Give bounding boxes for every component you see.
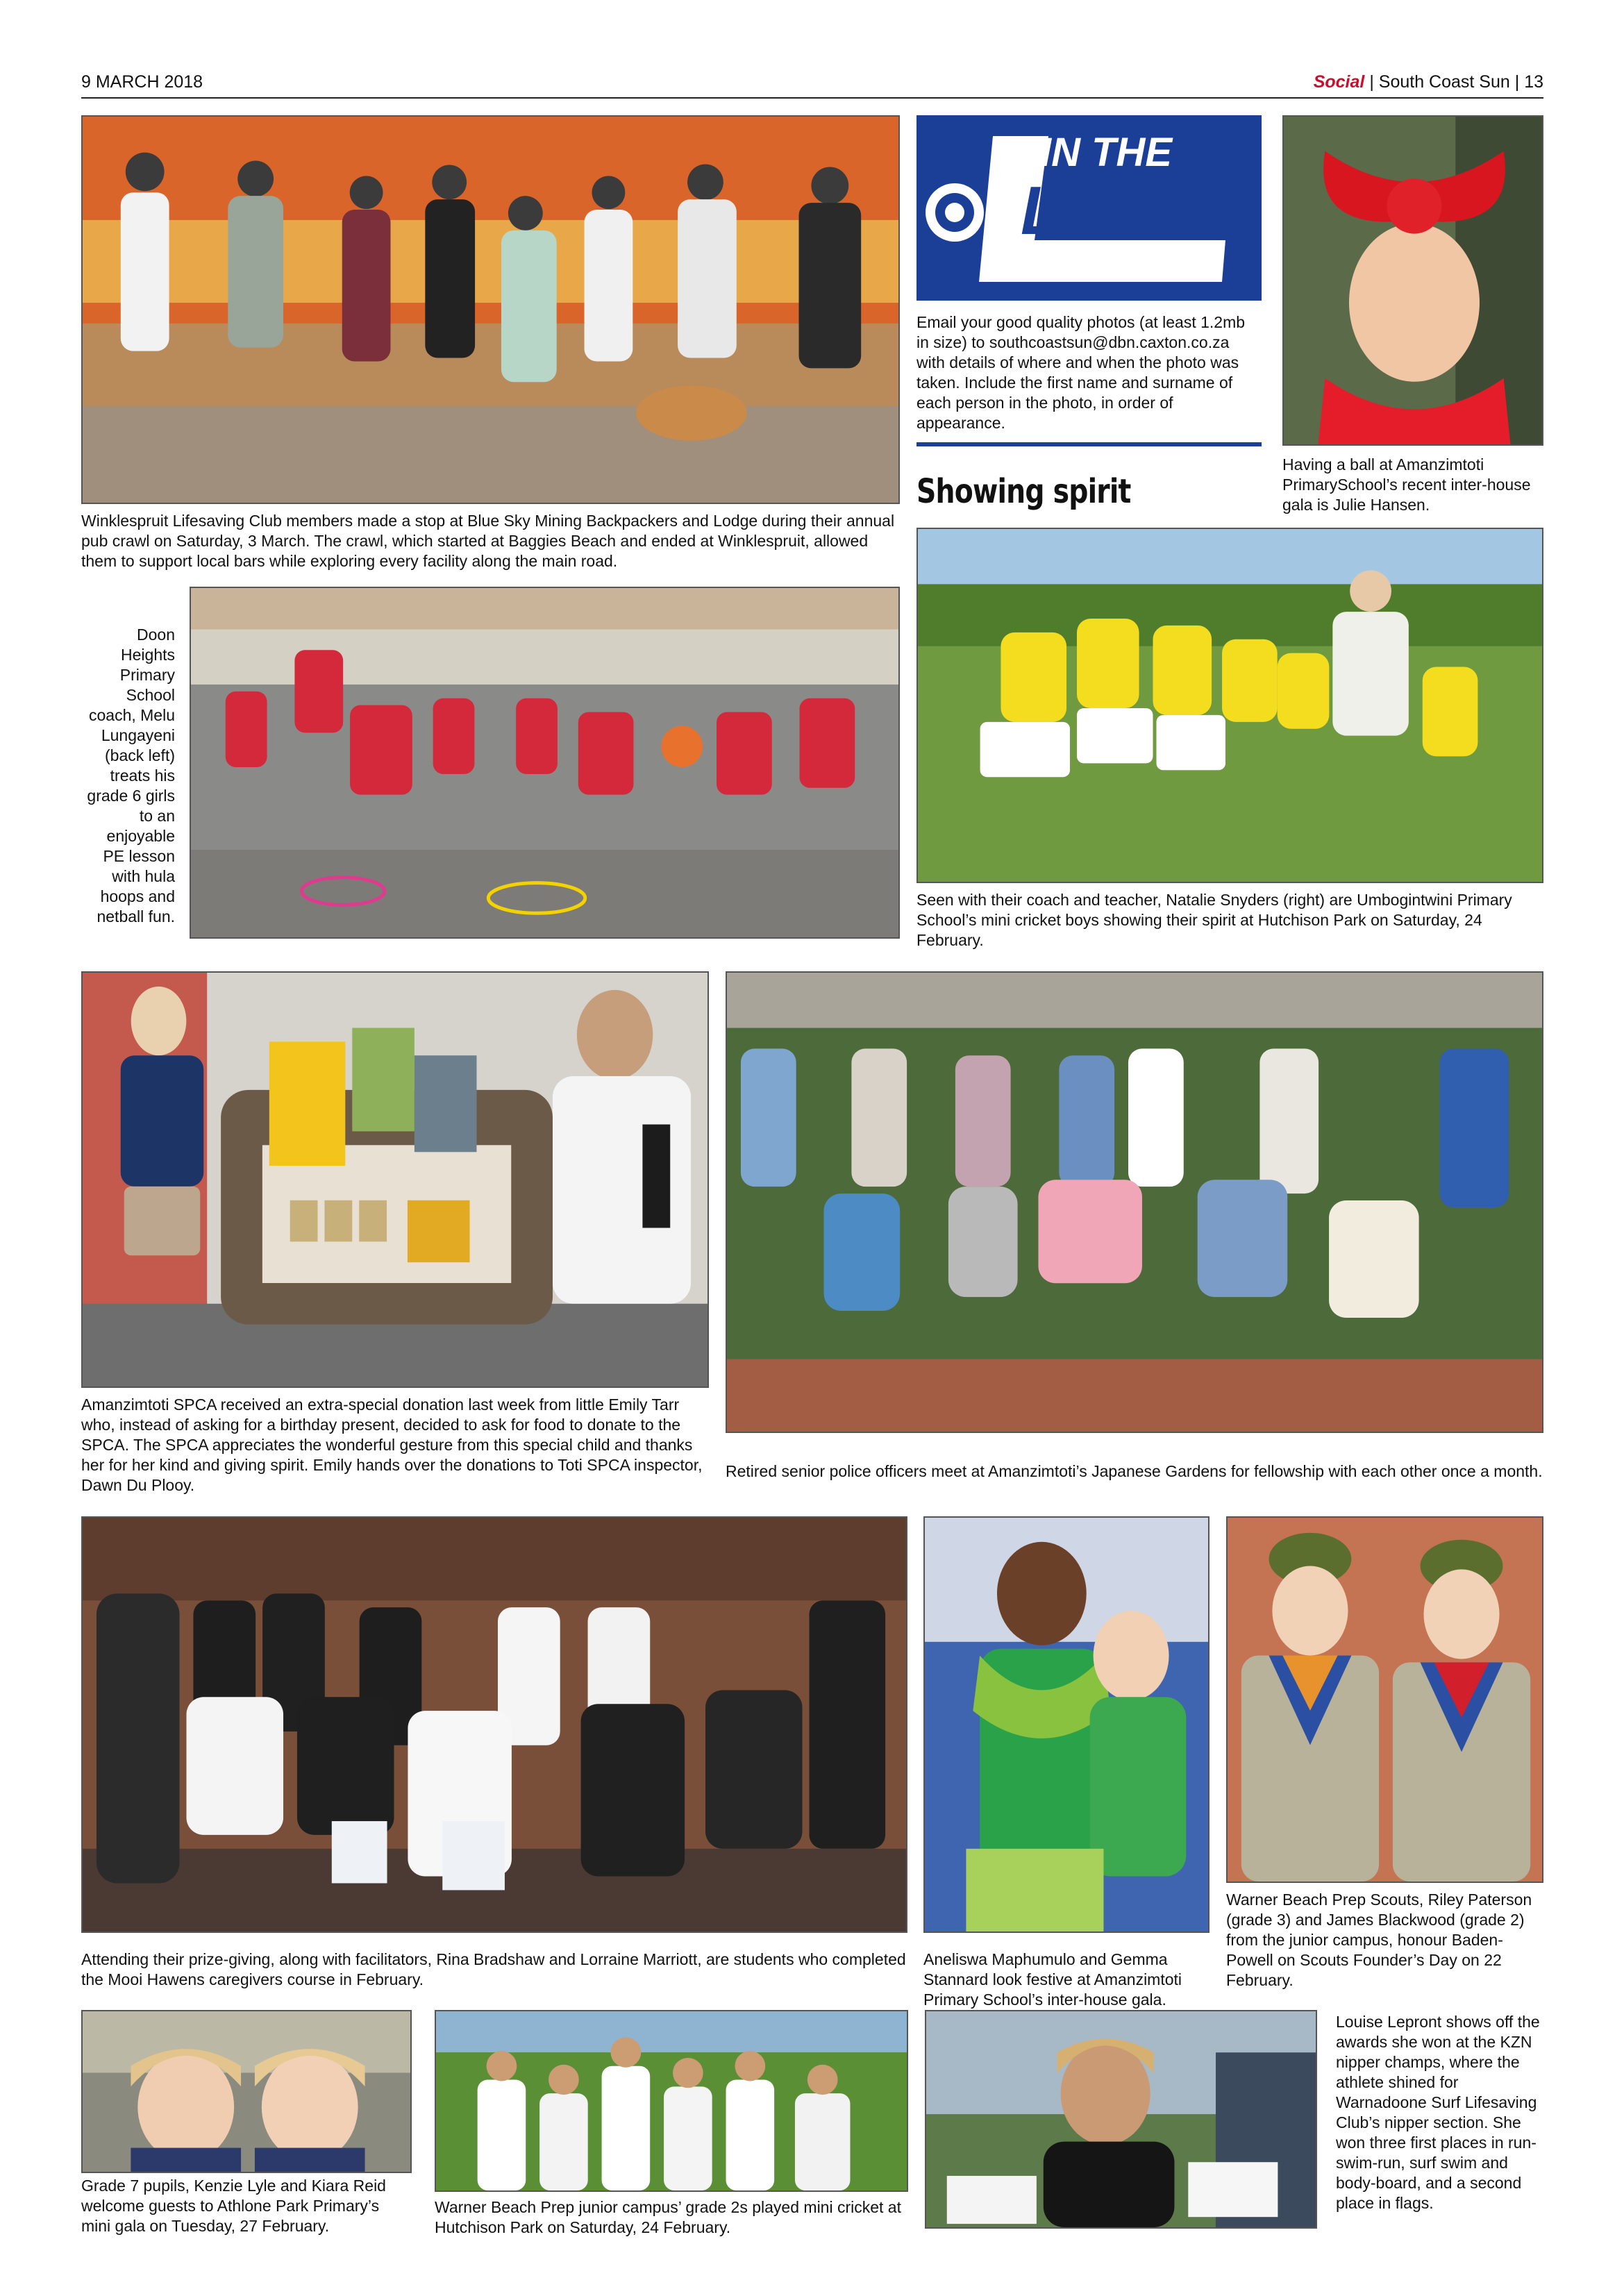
page-header-right [1314, 72, 1543, 92]
section-name: Social [1313, 72, 1365, 92]
photo-umbogintwini-cricket [916, 528, 1543, 883]
photo-athlone-park-gala [81, 2010, 412, 2173]
photo-warner-beach-cricket [435, 2010, 908, 2192]
caption-umbogintwini: Seen with their coach and teacher, Natalie Snyders (right) are Umbogintwini Primary School’s mini cricket boys showing their spirit at Hutchison Park on Saturday, 24 February. [916, 891, 1512, 949]
separator: | [1369, 72, 1374, 92]
showing-spirit-heading: Showing spirit [916, 472, 1131, 511]
page-number: 13 [1524, 72, 1543, 92]
photo-mooi-hawens-caregivers [81, 1516, 907, 1933]
photo-retired-police [726, 971, 1543, 1433]
lens-line2: Lens [1021, 172, 1180, 249]
caption-athlone: Grade 7 pupils, Kenzie Lyle and Kiara Reid welcome guests to Athlone Park Primary’s mini gala on Tuesday, 27 February. [81, 2177, 386, 2235]
issue-date: 9 MARCH 2018 [81, 72, 203, 92]
photo-doon-heights-pe [190, 587, 900, 939]
paper-name: South Coast Sun [1378, 72, 1510, 92]
header-rule [81, 97, 1543, 99]
separator: | [1514, 72, 1520, 92]
caption-scouts: Warner Beach Prep Scouts, Riley Paterson (grade 3) and James Blackwood (grade 2) from the junior campus, honour Baden-Powell on Scouts Founder’s Day on 22 February. [1226, 1891, 1532, 1989]
caption-julie: Having a ball at Amanzimtoti PrimarySchool’s recent inter-house gala is Julie Hansen. [1282, 455, 1531, 514]
lens-instructions: Email your good quality photos (at least 1.2mb in size) to southcoastsun@dbn.caxton.co.za with details of where and when the photo was taken. Include the first name and surname of each person in the photo, in order of appearance. [916, 313, 1246, 432]
caption-louise: Louise Lepront shows off the awards she won at the KZN nipper champs, where the athlete shined for Warnadoone Surf Lifesaving Club’s nipper section. She won three first places in run-swim-run, surf swim and body-board, and a second place in flags. [1336, 2013, 1540, 2212]
caption-aneliswa: Aneliswa Maphumulo and Gemma Stannard look festive at Amanzimtoti Primary School’s inter-house gala. [923, 1950, 1182, 2009]
caption-mooi-hawens: Attending their prize-giving, along with facilitators, Rina Bradshaw and Lorraine Marriott, are students who completed the Mooi Hawens caregivers course in February. [81, 1950, 906, 1988]
photo-spca-donation [81, 971, 709, 1388]
in-the-lens-banner [916, 115, 1262, 301]
photo-julie-hansen [1282, 115, 1543, 446]
caption-warner-cricket: Warner Beach Prep junior campus’ grade 2s played mini cricket at Hutchison Park on Saturday, 24 February. [435, 2198, 901, 2236]
caption-doon-heights: Doon Heights Primary School coach, Melu Lungayeni (back left) treats his grade 6 girls to an enjoyable PE lesson with hula hoops and netball fun. [87, 626, 175, 925]
caption-winklespruit: Winklespruit Lifesaving Club members made a stop at Blue Sky Mining Backpackers and Lodge during their annual pub crawl on Saturday, 3 March. The crawl, which started at Baggies Beach and ended at Winklespruit, allowed them to support local bars while exploring every facility along the main road. [81, 512, 895, 570]
caption-spca: Amanzimtoti SPCA received an extra-special donation last week from little Emily Tarr who, instead of asking for a birthday present, decided to ask for food to donate to the SPCA. The SPCA appreciates the wonderful gesture from this special child and thanks her for her kind and giving spirit. Emily hands over the donations to Toti SPCA inspector, Dawn Du Plooy. [81, 1396, 703, 1494]
photo-winklespruit-group [81, 115, 900, 504]
lens-rule [916, 442, 1262, 446]
photo-warner-beach-scouts [1226, 1516, 1543, 1883]
photo-louise-lepront [925, 2010, 1317, 2229]
photo-aneliswa-gemma [923, 1516, 1209, 1933]
lens-line1: IN THE [1040, 130, 1173, 175]
caption-police: Retired senior police officers meet at Amanzimtoti’s Japanese Gardens for fellowship with each other once a month. [726, 1462, 1543, 1480]
